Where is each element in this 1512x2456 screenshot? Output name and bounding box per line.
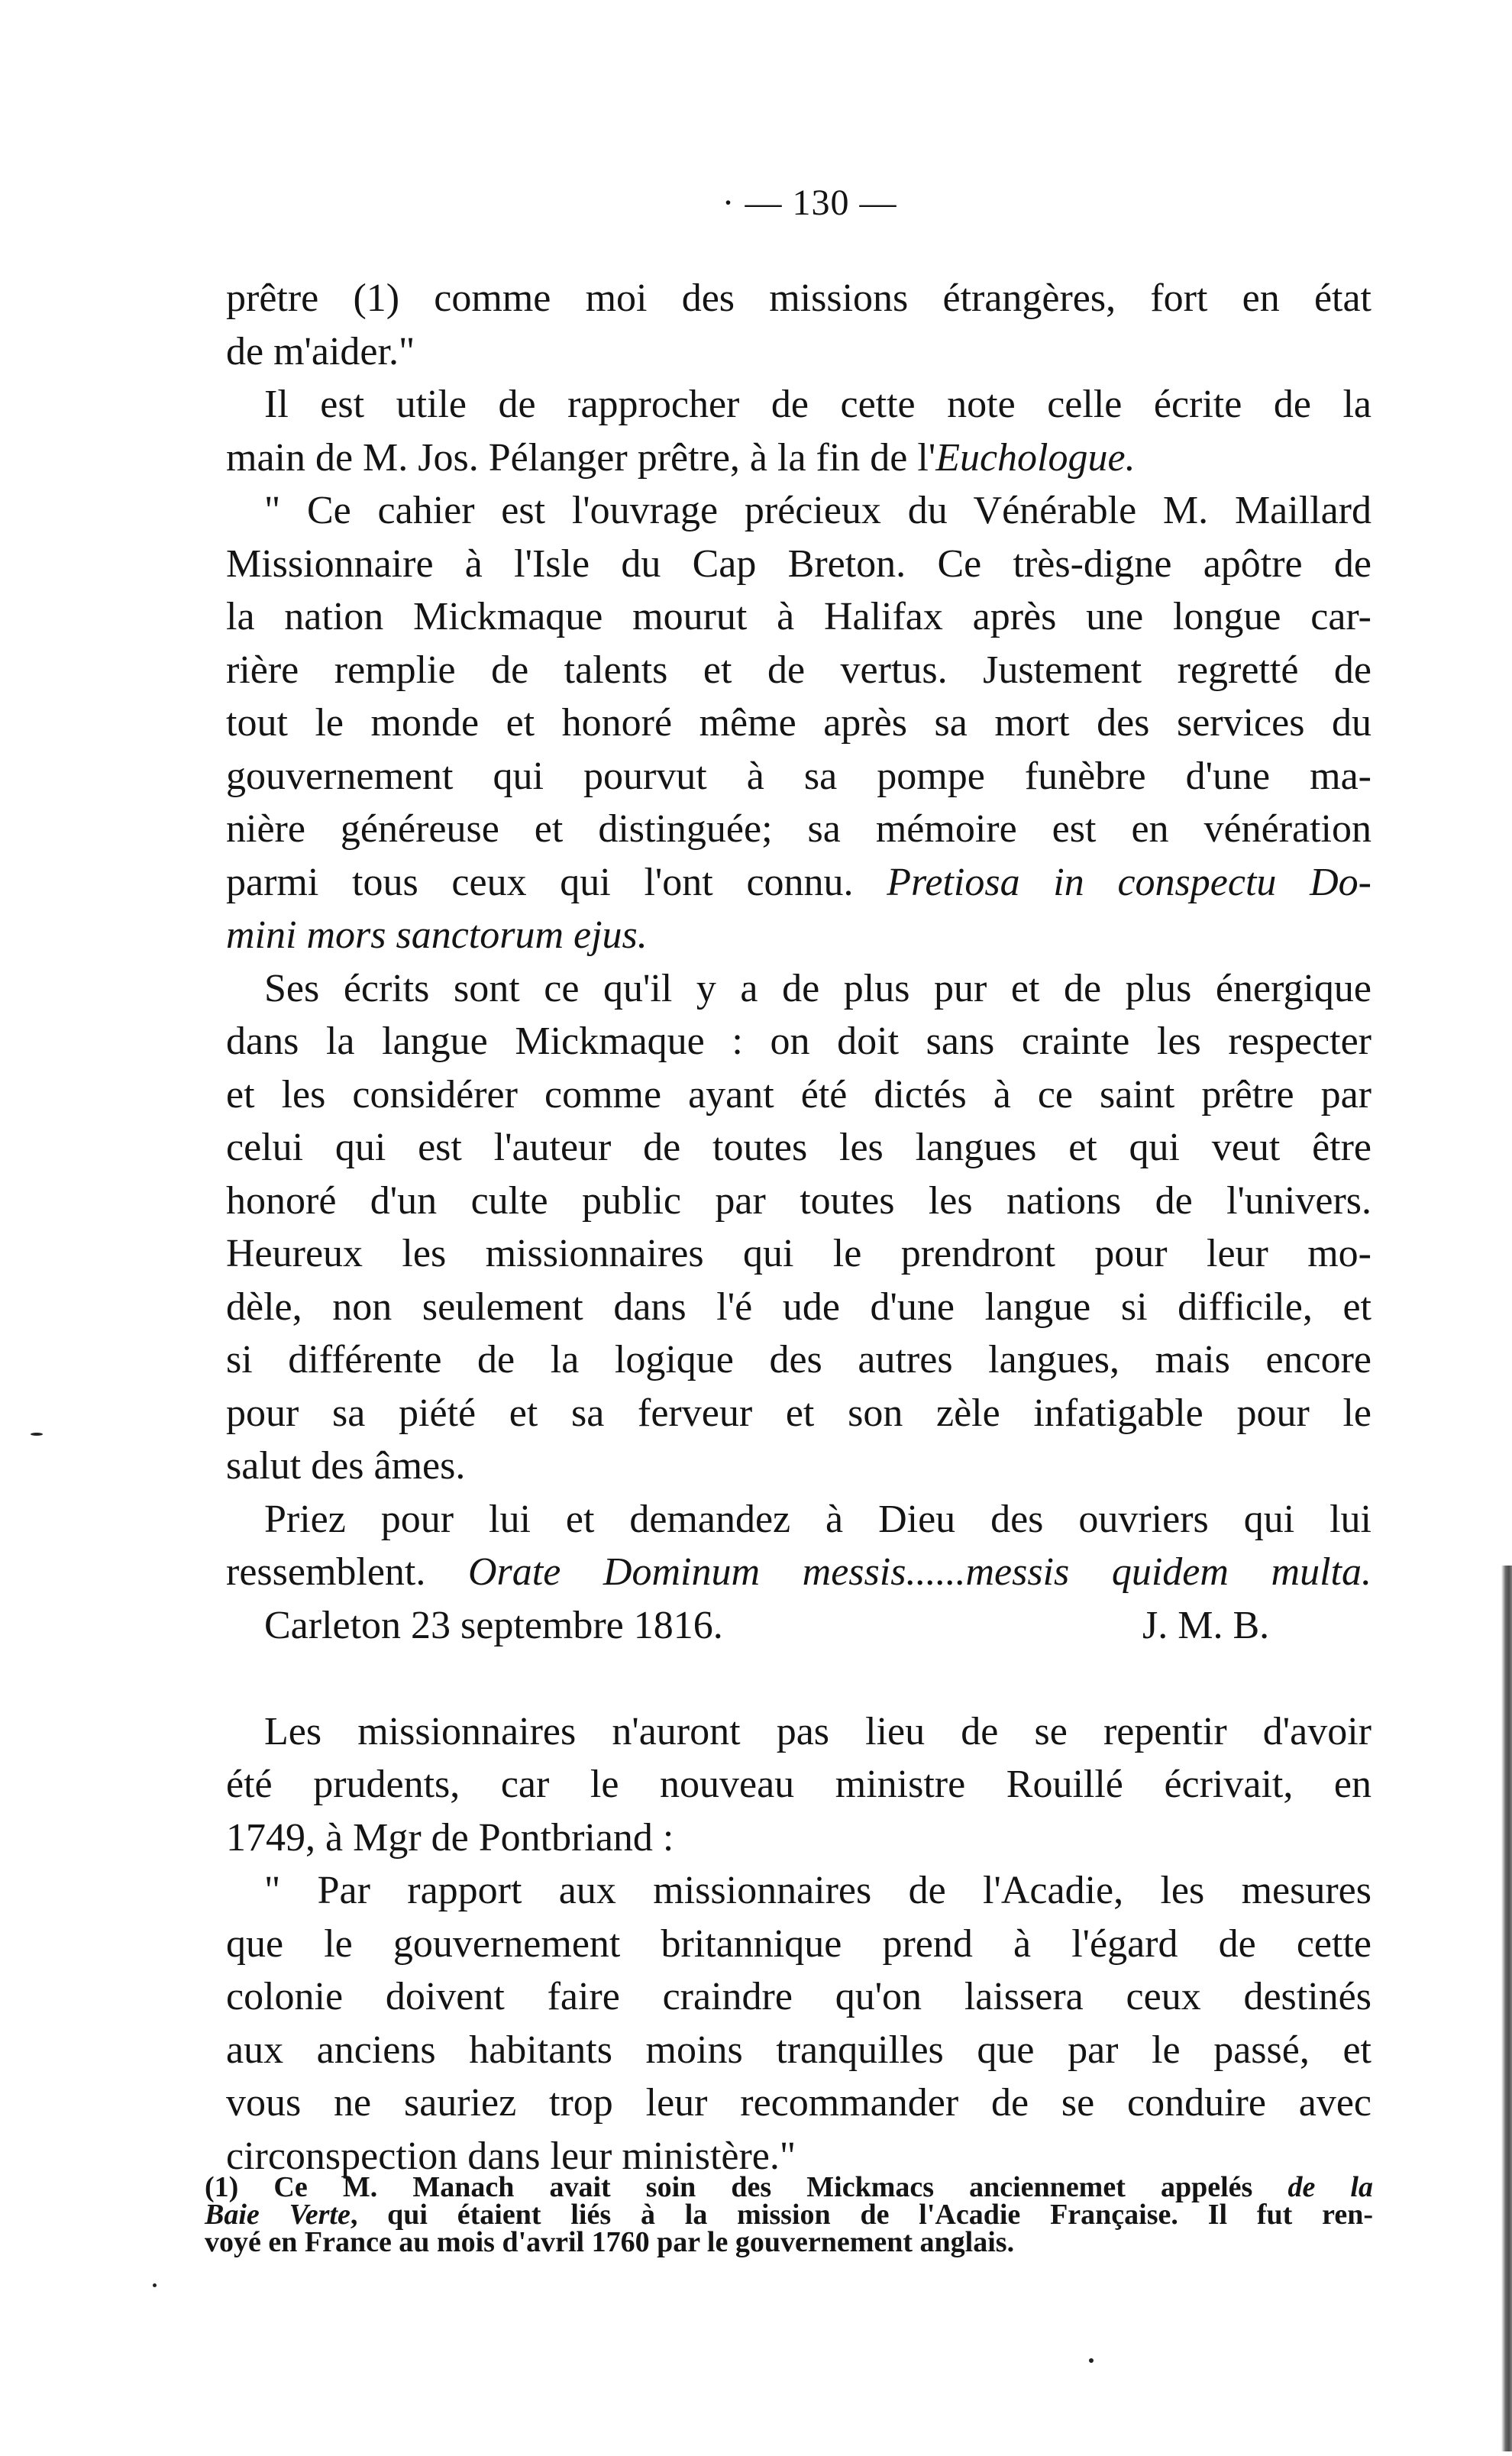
text-line [226,327,1371,377]
text-span: celui qui est l'auteur de toutes les langues et qui veut être [226,1126,1371,1169]
text-span: " Par rapport aux missionnaires de l'Acadie, les mesures [264,1869,1371,1912]
footnote-line [205,2199,1373,2231]
text-span: honoré d'un culte public par toutes les nations de l'univers. [226,1179,1371,1223]
text-span: Les missionnaires n'auront pas lieu de se repentir d'avoir [264,1710,1371,1753]
text-span: prêtre (1) comme moi des missions étrangères, fort en état [226,276,1371,320]
text-span: (1) Ce M. Manach avait soin des Mickmacs anciennemet appelés [205,2171,1288,2203]
text-span: main de M. Jos. Pélanger prêtre, à la fin de l' [226,436,936,480]
text-span: pour sa piété et sa ferveur et son zèle infatigable pour le [226,1391,1371,1435]
text-span: nière généreuse et distinguée; sa mémoire est en vénération [226,807,1371,851]
text-line [226,645,1371,696]
text-span: de m'aider." [226,330,415,373]
text-line [226,1229,1371,1279]
text-span: et les considérer comme ayant été dictés à ce saint prêtre par [226,1073,1371,1117]
text-line [226,1760,1371,1810]
text-line [226,539,1371,590]
ink-speck [1089,2358,1094,2363]
text-line [226,1388,1371,1439]
text-line [264,964,1371,1014]
text-line [226,273,1371,324]
text-line [226,1813,1371,1863]
text-span: dans la langue Mickmaque : on doit sans crainte les respecter [226,1020,1371,1063]
text-line [226,698,1371,748]
text-line [226,1441,1371,1491]
text-span: Carleton 23 septembre 1816. [264,1604,723,1647]
text-line [264,1601,1371,1651]
text-line [226,910,1371,961]
text-span: dèle, non seulement dans l'é ude d'une langue si difficile, et [226,1285,1371,1329]
text-line [226,1282,1371,1333]
text-line [264,380,1371,430]
text-span: Ses écrits sont ce qu'il y a de plus pur et de plus énergique [264,967,1371,1010]
text-span: , qui étaient liés à la mission de l'Acadie Française. Il fut ren- [350,2199,1373,2231]
text-line [226,1547,1371,1598]
text-span: salut des âmes. [226,1444,466,1488]
ink-speck [31,1433,43,1436]
text-span: Il est utile de rapprocher de cette note celle écrite de la [264,383,1371,426]
text-span: que le gouvernement britannique prend à l'égard de cette [226,1922,1371,1966]
text-span: gouvernement qui pourvut à sa pompe funèbre d'une ma- [226,755,1371,798]
footnote-line [205,2228,1373,2256]
ink-speck [153,2283,157,2287]
text-line [226,1335,1371,1385]
text-line [226,1123,1371,1173]
text-line [226,858,1371,908]
text-span: vous ne sauriez trop leur recommander de se conduire avec [226,2081,1371,2125]
text-span: la nation Mickmaque mourut à Halifax après une longue car- [226,595,1371,638]
italic-text: Pretiosa in conspectu Do- [887,861,1371,904]
text-span: colonie doivent faire craindre qu'on laissera ceux destinés [226,1975,1371,2018]
text-line [226,2078,1371,2128]
text-line [226,1016,1371,1067]
text-line [264,1707,1371,1757]
text-line [226,1972,1371,2022]
text-span: " Ce cahier est l'ouvrage précieux du Vénérable M. Maillard [264,489,1371,532]
text-span: Priez pour lui et demandez à Dieu des ouvriers qui lui [264,1498,1371,1541]
text-line [226,1176,1371,1226]
text-line [264,1866,1371,1916]
text-span: tout le monde et honoré même après sa mort des services du [226,701,1371,745]
text-line [226,751,1371,802]
text-line [226,592,1371,642]
text-line [226,2025,1371,2076]
text-span: été prudents, car le nouveau ministre Rouillé écrivait, en [226,1763,1371,1806]
signature-initials: J. M. B. [1142,1604,1270,1647]
page-edge-shadow [1501,1566,1512,2451]
text-span: voyé en France au mois d'avril 1760 par le gouvernement anglais. [205,2226,1015,2258]
text-span: aux anciens habitants moins tranquilles que par le passé, et [226,2028,1371,2072]
text-line [264,486,1371,536]
italic-text: mini mors sanctorum ejus. [226,913,648,957]
text-span: Missionnaire à l'Isle du Cap Breton. Ce très-digne apôtre de [226,542,1371,586]
footnote-line [205,2173,1373,2201]
text-span: si différente de la logique des autres langues, mais encore [226,1338,1371,1382]
italic-text: Orate Dominum messis......messis quidem multa. [468,1550,1372,1594]
text-span: Heureux les missionnaires qui le prendront pour leur mo- [226,1232,1371,1275]
text-span: circonspection dans leur ministère." [226,2134,796,2178]
text-span: ressemblent. [226,1550,468,1594]
text-span: rière remplie de talents et de vertus. Justement regretté de [226,648,1371,692]
text-line [226,1919,1371,1970]
text-line [226,804,1371,855]
page-number: · — 130 — [722,183,897,223]
italic-text: de la [1287,2171,1373,2203]
italic-text: Euchologue. [935,436,1136,480]
text-line [264,1495,1371,1545]
text-line [226,1070,1371,1120]
text-span: 1749, à Mgr de Pontbriand : [226,1816,674,1860]
text-span: parmi tous ceux qui l'ont connu. [226,861,887,904]
italic-text: Baie Verte [205,2199,351,2231]
text-line [226,433,1371,483]
